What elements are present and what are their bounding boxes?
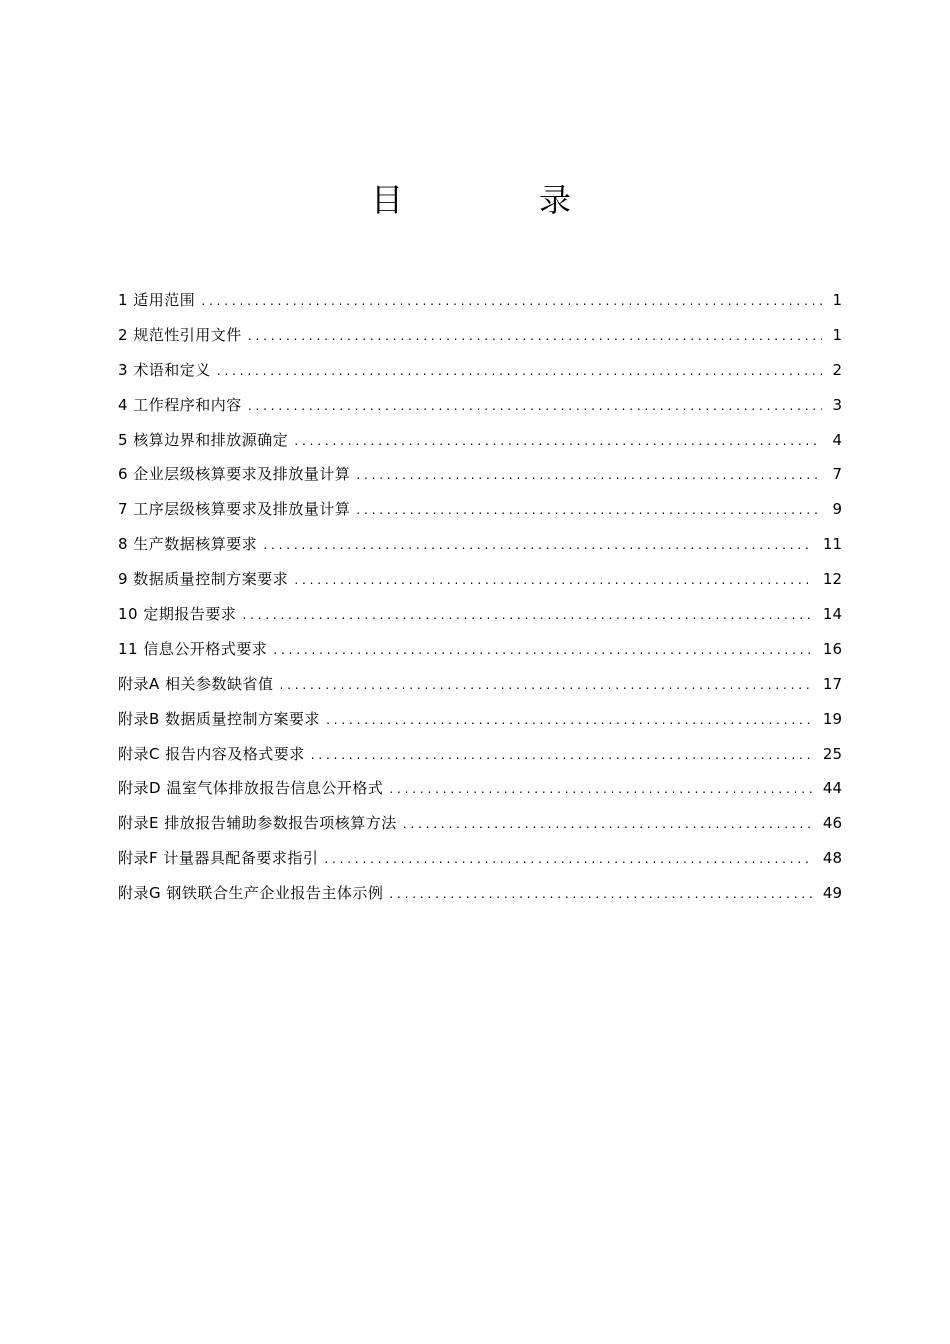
toc-entry-label: 6 企业层级核算要求及排放量计算 bbox=[118, 465, 351, 484]
toc-entry[interactable] bbox=[118, 806, 842, 841]
toc-entry[interactable] bbox=[118, 283, 842, 318]
toc-entry[interactable] bbox=[118, 667, 842, 702]
toc-leader-dots bbox=[403, 807, 813, 842]
toc-entry[interactable] bbox=[118, 597, 842, 632]
toc-entry-label: 附录E 排放报告辅助参数报告项核算方法 bbox=[118, 814, 397, 833]
toc-leader-dots bbox=[263, 528, 813, 563]
toc-entry-page: 25 bbox=[822, 744, 842, 763]
toc-entry-label: 3 术语和定义 bbox=[118, 360, 211, 379]
toc-entry-label: 附录B 数据质量控制方案要求 bbox=[118, 709, 321, 728]
toc-entry-label: 2 规范性引用文件 bbox=[118, 325, 242, 344]
table-of-contents bbox=[118, 283, 842, 911]
toc-entry-label: 附录A 相关参数缺省值 bbox=[118, 674, 274, 693]
toc-entry-label: 附录F 计量器具配备要求指引 bbox=[118, 849, 319, 868]
toc-entry-page: 2 bbox=[832, 360, 842, 379]
toc-entry-label: 8 生产数据核算要求 bbox=[118, 535, 258, 554]
toc-entry-label: 11 信息公开格式要求 bbox=[118, 639, 268, 658]
toc-leader-dots bbox=[273, 633, 813, 668]
toc-entry[interactable] bbox=[118, 353, 842, 388]
toc-leader-dots bbox=[324, 842, 813, 877]
toc-entry[interactable] bbox=[118, 457, 842, 492]
toc-entry[interactable] bbox=[118, 737, 842, 772]
toc-entry-page: 1 bbox=[832, 325, 842, 344]
toc-leader-dots bbox=[248, 319, 822, 354]
toc-entry-page: 9 bbox=[832, 500, 842, 519]
toc-leader-dots bbox=[242, 598, 813, 633]
toc-leader-dots bbox=[311, 738, 813, 773]
toc-entry[interactable] bbox=[118, 423, 842, 458]
toc-leader-dots bbox=[356, 458, 822, 493]
toc-entry[interactable] bbox=[118, 492, 842, 527]
toc-entry[interactable] bbox=[118, 562, 842, 597]
toc-leader-dots bbox=[326, 703, 813, 738]
toc-leader-dots bbox=[217, 354, 822, 389]
toc-entry-page: 16 bbox=[822, 639, 842, 658]
page-title: 目 录 bbox=[370, 181, 623, 219]
toc-leader-dots bbox=[280, 668, 813, 703]
toc-entry-page: 14 bbox=[822, 605, 842, 624]
toc-leader-dots bbox=[356, 493, 822, 528]
toc-leader-dots bbox=[389, 772, 813, 807]
toc-entry-label: 1 适用范围 bbox=[118, 291, 196, 309]
toc-entry-page: 48 bbox=[822, 849, 842, 868]
toc-entry-page: 12 bbox=[822, 570, 842, 589]
toc-entry[interactable] bbox=[118, 318, 842, 353]
toc-entry-page: 46 bbox=[822, 814, 842, 833]
toc-entry-label: 7 工序层级核算要求及排放量计算 bbox=[118, 500, 351, 519]
toc-leader-dots bbox=[248, 389, 822, 424]
toc-entry[interactable] bbox=[118, 527, 842, 562]
toc-entry-page: 3 bbox=[832, 395, 842, 414]
toc-entry[interactable] bbox=[118, 771, 842, 806]
toc-leader-dots bbox=[201, 284, 822, 319]
toc-entry-page: 4 bbox=[832, 430, 842, 449]
toc-entry-label: 4 工作程序和内容 bbox=[118, 395, 242, 414]
toc-leader-dots bbox=[389, 877, 813, 912]
toc-entry[interactable] bbox=[118, 632, 842, 667]
toc-entry[interactable] bbox=[118, 876, 842, 911]
toc-entry-label: 5 核算边界和排放源确定 bbox=[118, 430, 289, 449]
toc-entry-label: 9 数据质量控制方案要求 bbox=[118, 570, 289, 589]
toc-entry-page: 44 bbox=[822, 779, 842, 798]
toc-entry[interactable] bbox=[118, 841, 842, 876]
toc-entry-page: 1 bbox=[832, 291, 842, 309]
toc-entry-page: 19 bbox=[822, 709, 842, 728]
toc-entry-page: 11 bbox=[822, 535, 842, 554]
toc-entry-page: 49 bbox=[822, 884, 842, 903]
toc-leader-dots bbox=[294, 424, 822, 459]
toc-leader-dots bbox=[294, 563, 813, 598]
toc-entry[interactable] bbox=[118, 702, 842, 737]
toc-entry-page: 7 bbox=[832, 465, 842, 484]
toc-entry-page: 17 bbox=[822, 674, 842, 693]
toc-entry[interactable] bbox=[118, 388, 842, 423]
toc-entry-label: 附录D 温室气体排放报告信息公开格式 bbox=[118, 779, 384, 798]
toc-entry-label: 附录C 报告内容及格式要求 bbox=[118, 744, 305, 763]
toc-entry-label: 附录G 钢铁联合生产企业报告主体示例 bbox=[118, 884, 384, 903]
toc-entry-label: 10 定期报告要求 bbox=[118, 605, 237, 624]
